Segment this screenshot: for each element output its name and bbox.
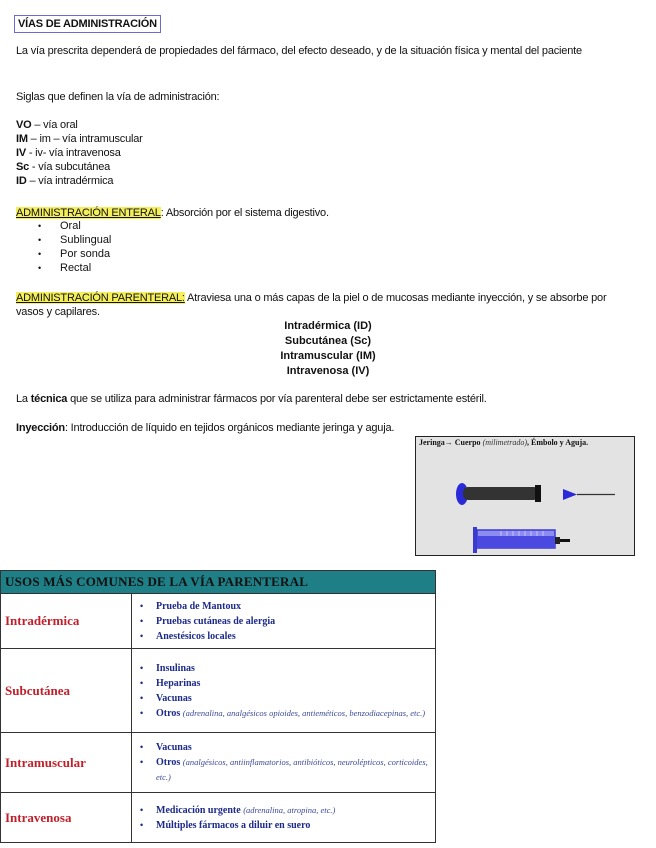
table-row bbox=[1, 594, 436, 649]
siglas-list bbox=[16, 118, 636, 188]
list-item: • Otros (analgésicos, antiinflamatorios, antibióticos, neurolépticos, corticoides, etc.) bbox=[132, 755, 431, 785]
route-item: Subcutánea (Sc) bbox=[284, 335, 372, 347]
route-name: Intravenosa bbox=[1, 793, 132, 843]
list-item: • Anestésicos locales bbox=[132, 629, 431, 644]
route-name: Intramuscular bbox=[1, 733, 132, 793]
list-item: • Sublingual bbox=[38, 233, 111, 247]
list-item: • Insulinas bbox=[132, 661, 431, 676]
table-header: USOS MÁS COMUNES DE LA VÍA PARENTERAL bbox=[1, 571, 436, 594]
route-name: Intradérmica bbox=[1, 594, 132, 649]
route-uses bbox=[132, 649, 436, 733]
syringe-icon bbox=[473, 527, 570, 553]
list-item: • Pruebas cutáneas de alergia bbox=[132, 614, 431, 629]
list-item: • Vacunas bbox=[132, 740, 431, 755]
needle-icon bbox=[563, 489, 615, 500]
list-item: • Otros (adrenalina, analgésicos opioides, antieméticos, benzodiacepinas, etc.) bbox=[132, 706, 431, 721]
sigla-item: Sc - vía subcutánea bbox=[16, 161, 111, 173]
page-title: VÍAS DE ADMINISTRACIÓN bbox=[14, 15, 161, 33]
table-row bbox=[1, 793, 436, 843]
parenteral-label: ADMINISTRACIÓN PARENTERAL: bbox=[16, 292, 185, 304]
syringe-drawing bbox=[415, 436, 635, 556]
intro-paragraph: La vía prescrita dependerá de propiedades del fármaco, del efecto deseado, y de la situación física y mental del paciente bbox=[16, 45, 582, 57]
table-row bbox=[1, 649, 436, 733]
sigla-item: IM – im – vía intramuscular bbox=[16, 133, 143, 145]
route-item: Intradérmica (ID) bbox=[284, 320, 372, 332]
sigla-item: ID – vía intradérmica bbox=[16, 175, 114, 187]
table-row bbox=[1, 733, 436, 793]
route-item: Intravenosa (IV) bbox=[286, 365, 370, 377]
list-item: • Prueba de Mantoux bbox=[132, 599, 431, 614]
route-uses bbox=[132, 733, 436, 793]
list-item: • Rectal bbox=[38, 261, 111, 275]
parenteral-uses-table bbox=[0, 570, 436, 843]
list-item: • Oral bbox=[38, 219, 111, 233]
route-name: Subcutánea bbox=[1, 649, 132, 733]
syringe-caption: Jeringa→ Cuerpo (milimetrado), Émbolo y Aguja. bbox=[419, 438, 589, 447]
sigla-item: IV - iv- vía intravenosa bbox=[16, 147, 121, 159]
tecnica-paragraph: La técnica que se utiliza para administrar fármacos por vía parenteral debe ser estrictamente estéril. bbox=[16, 393, 487, 405]
inyeccion-paragraph: Inyección: Introducción de líquido en tejidos orgánicos mediante jeringa y aguja. bbox=[16, 422, 395, 434]
sigla-item: VO – vía oral bbox=[16, 119, 78, 131]
list-item: • Medicación urgente (adrenalina, atropina, etc.) bbox=[132, 803, 431, 818]
plunger-icon bbox=[456, 483, 541, 505]
enteral-label: ADMINISTRACIÓN ENTERAL bbox=[16, 207, 161, 219]
list-item: • Vacunas bbox=[132, 691, 431, 706]
route-item: Intramuscular (IM) bbox=[280, 350, 376, 362]
enteral-list bbox=[38, 219, 111, 275]
list-item: • Múltiples fármacos a diluir en suero bbox=[132, 818, 431, 833]
siglas-heading: Siglas que definen la vía de administración: bbox=[16, 91, 220, 103]
parenteral-definition: ADMINISTRACIÓN PARENTERAL: Atraviesa una o más capas de la piel o de mucosas mediante inyección, y se absorbe por vasos y capilares. bbox=[16, 292, 607, 318]
enteral-definition: ADMINISTRACIÓN ENTERAL: Absorción por el sistema digestivo. bbox=[16, 207, 329, 219]
route-uses bbox=[132, 793, 436, 843]
parenteral-routes bbox=[0, 319, 656, 379]
route-uses bbox=[132, 594, 436, 649]
list-item: • Por sonda bbox=[38, 247, 111, 261]
list-item: • Heparinas bbox=[132, 676, 431, 691]
